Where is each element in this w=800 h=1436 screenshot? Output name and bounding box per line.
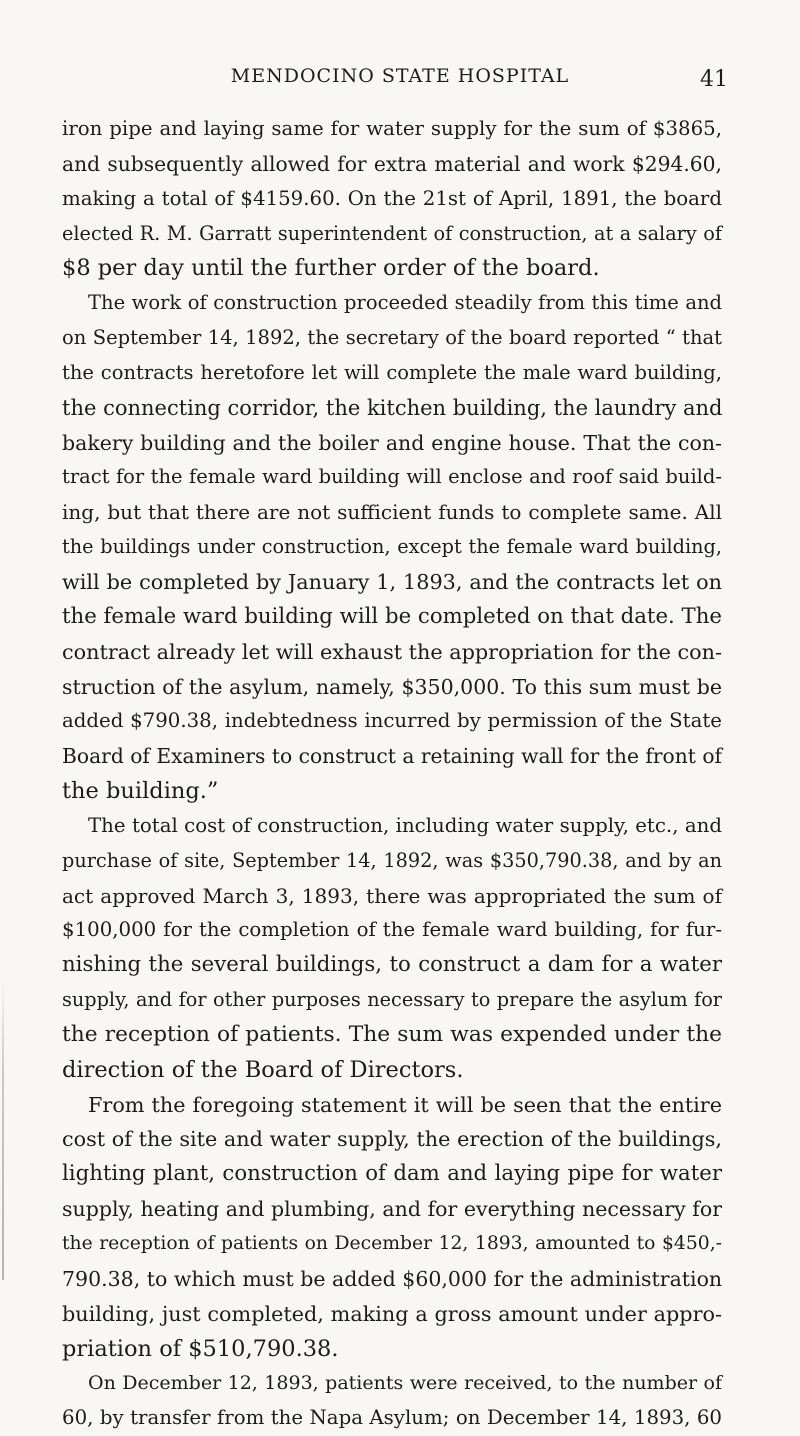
text-line: purchase of site, September 14, 1892, was $350,790.38, and by an: [62, 848, 722, 872]
text-line: The total cost of construction, including water supply, etc., and: [88, 813, 722, 837]
text-line: 60, by transfer from the Napa Asylum; on December 14, 1893, 60: [62, 1406, 722, 1430]
text-line: Board of Examiners to construct a retaining wall for the front of: [62, 744, 723, 769]
text-line: tract for the female ward building will enclose and roof said build-: [62, 465, 722, 489]
running-title: MENDOCINO STATE HOSPITAL: [230, 65, 570, 87]
text-line: the connecting corridor, the kitchen building, the laundry and: [62, 395, 723, 420]
text-line: making a total of $4159.60. On the 21st of April, 1891, the board: [62, 186, 722, 210]
text-line: the reception of patients. The sum was expended under the: [62, 1021, 722, 1047]
text-line: the reception of patients on December 12, 1893, amounted to $450,-: [62, 1233, 722, 1254]
text-line: From the foregoing statement it will be seen that the entire: [88, 1092, 722, 1117]
text-line: bakery building and the boiler and engine house. That the con-: [62, 430, 722, 455]
text-line: ing, but that there are not sufficient funds to complete same. All: [62, 500, 722, 525]
text-line: the building.”: [62, 778, 219, 805]
body-text: [62, 112, 722, 1436]
text-line: building, just completed, making a gross amount under appro-: [62, 1301, 722, 1326]
text-line: the contracts heretofore let will complete the male ward building,: [62, 360, 722, 384]
text-line: lighting plant, construction of dam and laying pipe for water: [62, 1161, 722, 1187]
text-line: act approved March 3, 1893, there was appropriated the sum of: [62, 883, 722, 908]
text-line: direction of the Board of Directors.: [62, 1056, 464, 1083]
text-line: and subsequently allowed for extra material and work $294.60,: [62, 151, 722, 176]
text-line: supply, heating and plumbing, and for everything necessary for: [62, 1197, 722, 1222]
text-line: will be completed by January 1, 1893, and the contracts let on: [62, 569, 722, 594]
text-line: On December 12, 1893, patients were received, to the number of: [88, 1372, 722, 1395]
text-line: cost of the site and water supply, the erection of the buildings,: [62, 1127, 722, 1152]
text-line: priation of $510,790.38.: [62, 1335, 339, 1362]
text-line: nishing the several buildings, to construct a dam for a water: [62, 952, 722, 978]
page-number: 41: [700, 67, 728, 92]
text-line: elected R. M. Garratt superintendent of construction, at a salary of: [62, 221, 722, 245]
text-line: struction of the asylum, namely, $350,000. To this sum must be: [62, 674, 722, 699]
text-line: $100,000 for the completion of the female ward building, for fur-: [62, 918, 722, 942]
text-line: iron pipe and laying same for water supply for the sum of $3865,: [62, 117, 722, 140]
page-edge-shadow: [2, 980, 4, 1280]
running-head: [0, 62, 800, 92]
text-line: added $790.38, indebtedness incurred by permission of the State: [62, 709, 722, 733]
text-line: on September 14, 1892, the secretary of the board reported “ that: [62, 326, 722, 350]
text-line: the buildings under construction, except the female ward building,: [62, 535, 722, 559]
text-line: contract already let will exhaust the appropriation for the con-: [62, 639, 722, 664]
text-line: $8 per day until the further order of the board.: [62, 255, 600, 282]
text-line: The work of construction proceeded steadily from this time and: [88, 291, 722, 315]
text-line: 790.38, to which must be added $60,000 for the administration: [62, 1266, 723, 1291]
text-line: the female ward building will be completed on that date. The: [62, 603, 722, 629]
text-line: supply, and for other purposes necessary to prepare the asylum for: [62, 988, 722, 1012]
